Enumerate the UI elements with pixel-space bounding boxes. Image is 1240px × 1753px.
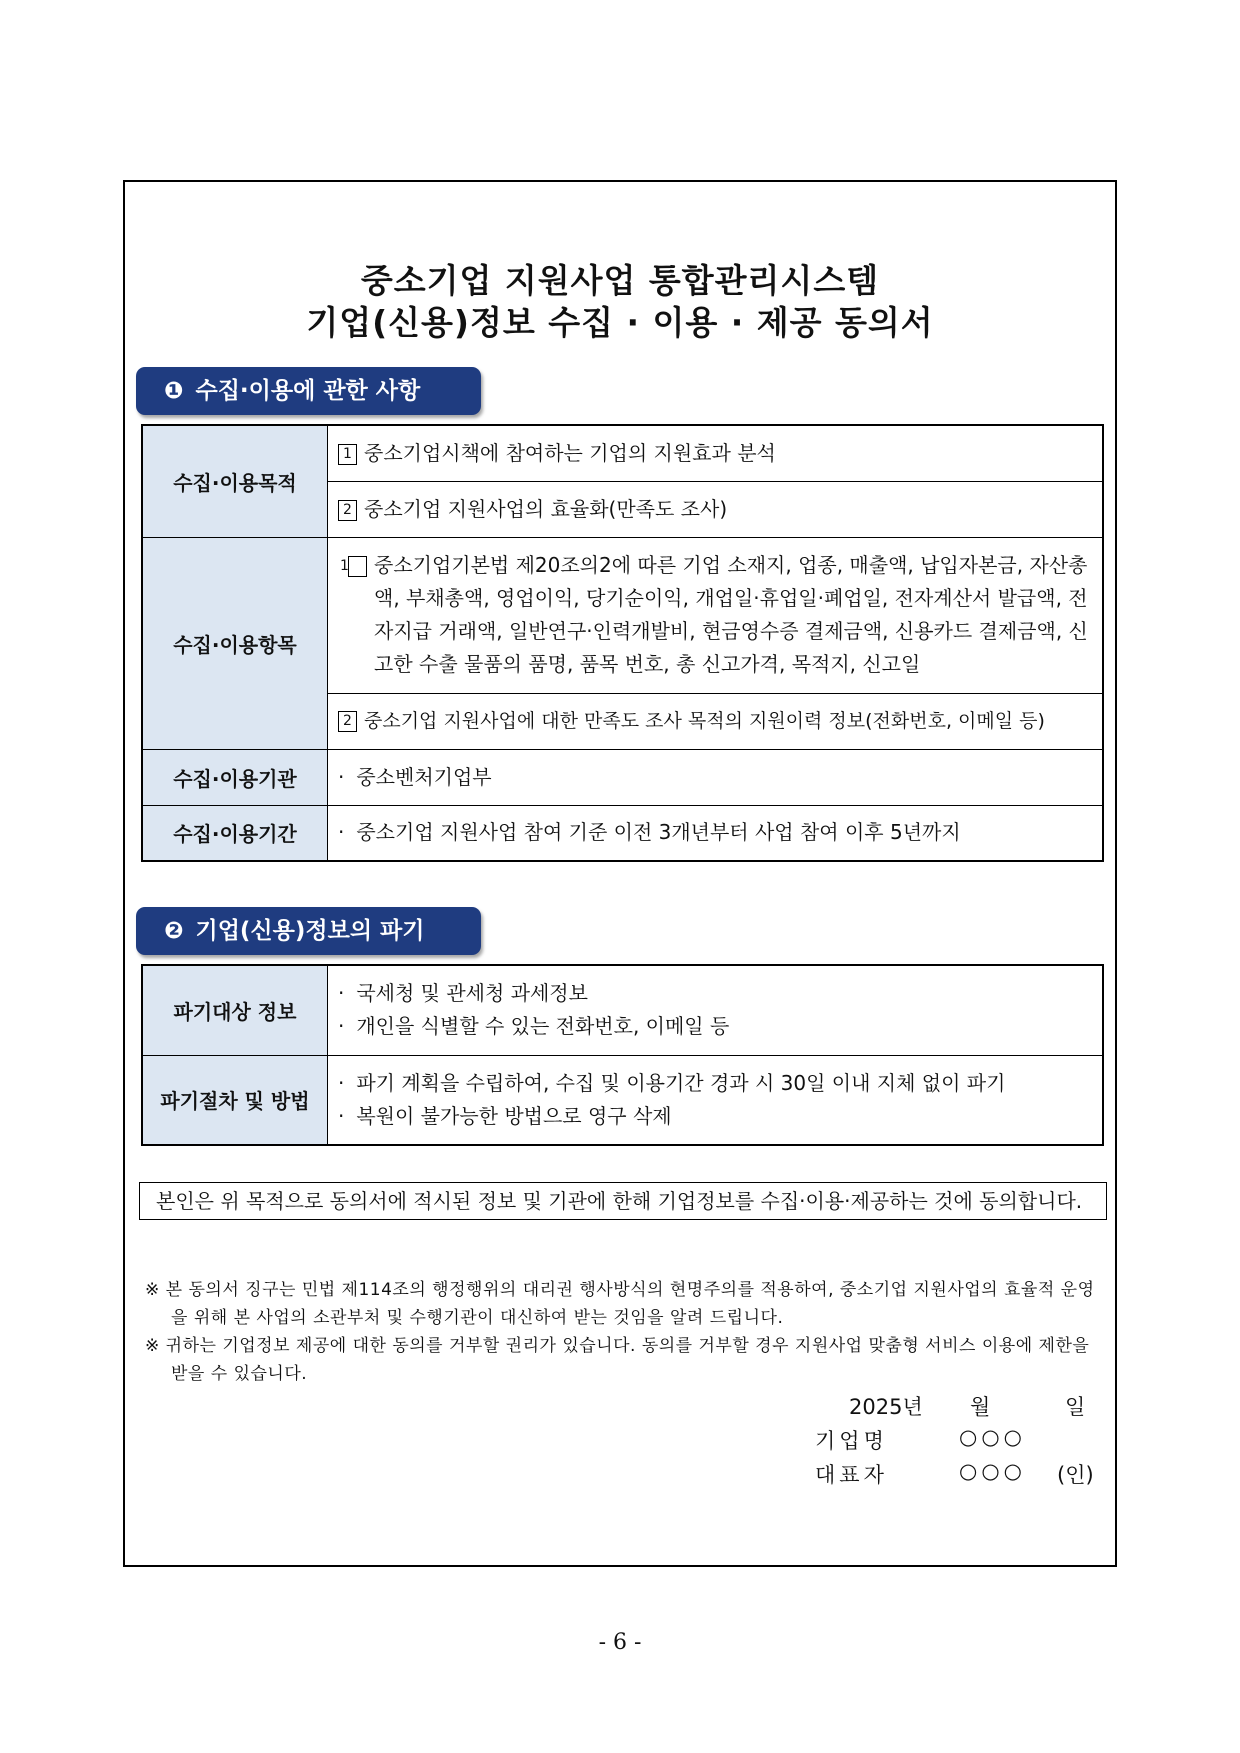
destroy-target-value bbox=[328, 965, 1104, 1055]
list-item: · 파기 계획을 수립하여, 수집 및 이용기간 경과 시 30일 이내 지체 없이 파기 bbox=[338, 1070, 1006, 1095]
representative-label: 대표자 bbox=[815, 1463, 888, 1487]
consent-form-frame bbox=[123, 180, 1117, 1567]
number-box-1: 1 bbox=[338, 444, 357, 465]
list-item: · 국세청 및 관세청 과세정보 bbox=[338, 981, 588, 1006]
section2-number: ❷ bbox=[164, 918, 184, 944]
form-title-line1: 중소기업 지원사업 통합관리시스템 bbox=[360, 261, 880, 300]
number-box-1: 1 bbox=[348, 556, 367, 577]
representative-value: ○○○ bbox=[959, 1459, 1026, 1483]
form-title-line2: 기업(신용)정보 수집 · 이용 · 제공 동의서 bbox=[306, 303, 934, 342]
section1-number: ❶ bbox=[164, 378, 184, 404]
section1-heading bbox=[136, 367, 481, 415]
company-name-value: ○○○ bbox=[959, 1425, 1026, 1449]
items-label: 수집·이용항목 bbox=[142, 537, 328, 749]
number-box-2: 2 bbox=[338, 711, 357, 732]
company-name-label: 기업명 bbox=[815, 1429, 888, 1453]
section2-heading bbox=[136, 907, 481, 955]
purpose-item-2-text: 중소기업 지원사업의 효율화(만족도 조사) bbox=[364, 496, 728, 521]
destroy-method-value bbox=[328, 1055, 1104, 1145]
agreement-statement: 본인은 위 목적으로 동의서에 적시된 정보 및 기관에 한해 기업정보를 수집·이용·제공하는 것에 동의합니다. bbox=[139, 1182, 1107, 1220]
sign-month: 월 bbox=[970, 1395, 991, 1419]
collect-item-2-text: 중소기업 지원사업에 대한 만족도 조사 목적의 지원이력 정보(전화번호, 이메일 등) bbox=[364, 709, 1045, 732]
list-item: · 복원이 불가능한 방법으로 영구 삭제 bbox=[338, 1103, 672, 1128]
purpose-label: 수집·이용목적 bbox=[142, 425, 328, 537]
seal-mark: (인) bbox=[1057, 1463, 1094, 1487]
number-box-2: 2 bbox=[338, 500, 357, 521]
destroy-method-label: 파기절차 및 방법 bbox=[142, 1055, 328, 1145]
purpose-item-2 bbox=[328, 481, 1104, 537]
section2-table bbox=[141, 964, 1104, 1146]
note-1: ※ 본 동의서 징구는 민법 제114조의 행정행위의 대리권 행사방식의 현명주의를 적용하여, 중소기업 지원사업의 효율적 운영을 위해 본 사업의 소관부처 및 수행기관이 대신하여 받는 것임을 알려 드립니다. bbox=[145, 1280, 1095, 1328]
agency-label: 수집·이용기관 bbox=[142, 749, 328, 805]
collect-item-1-text: 중소기업기본법 제20조의2에 따른 기업 소재지, 업종, 매출액, 납입자본금, 자산총액, 부채총액, 영업이익, 당기순이익, 개업일·휴업일·폐업일, 전자계산서 발급액, 전자지급 거래액, 일반연구·인력개발비, 현금영수증 결제금액, 신용카드 결제금액, 신고한 수출 물품의 품명, 품목 번호, 총 신고가격, 목적지, 신고일 bbox=[374, 553, 1088, 676]
page-number: - 6 - bbox=[598, 1630, 642, 1655]
section1-heading-text: 수집·이용에 관한 사항 bbox=[195, 378, 421, 404]
section2-heading-text: 기업(신용)정보의 파기 bbox=[195, 918, 425, 944]
sign-year: 2025년 bbox=[849, 1395, 923, 1419]
sign-day: 일 bbox=[1065, 1395, 1086, 1419]
notes bbox=[145, 1276, 1105, 1388]
collect-item-2 bbox=[328, 693, 1104, 749]
destroy-target-label: 파기대상 정보 bbox=[142, 965, 328, 1055]
purpose-item-1-text: 중소기업시책에 참여하는 기업의 지원효과 분석 bbox=[364, 440, 776, 465]
collect-item-1 bbox=[328, 537, 1104, 693]
note-2: ※ 귀하는 기업정보 제공에 대한 동의를 거부할 권리가 있습니다. 동의를 거부할 경우 지원사업 맞춤형 서비스 이용에 제한을 받을 수 있습니다. bbox=[145, 1336, 1090, 1384]
period-label: 수집·이용기간 bbox=[142, 805, 328, 861]
list-item: · 개인을 식별할 수 있는 전화번호, 이메일 등 bbox=[338, 1014, 730, 1039]
section1-table bbox=[141, 424, 1104, 862]
purpose-item-1 bbox=[328, 425, 1104, 481]
agency-value: · 중소벤처기업부 bbox=[328, 749, 1104, 805]
period-value: · 중소기업 지원사업 참여 기준 이전 3개년부터 사업 참여 이후 5년까지 bbox=[328, 805, 1104, 861]
